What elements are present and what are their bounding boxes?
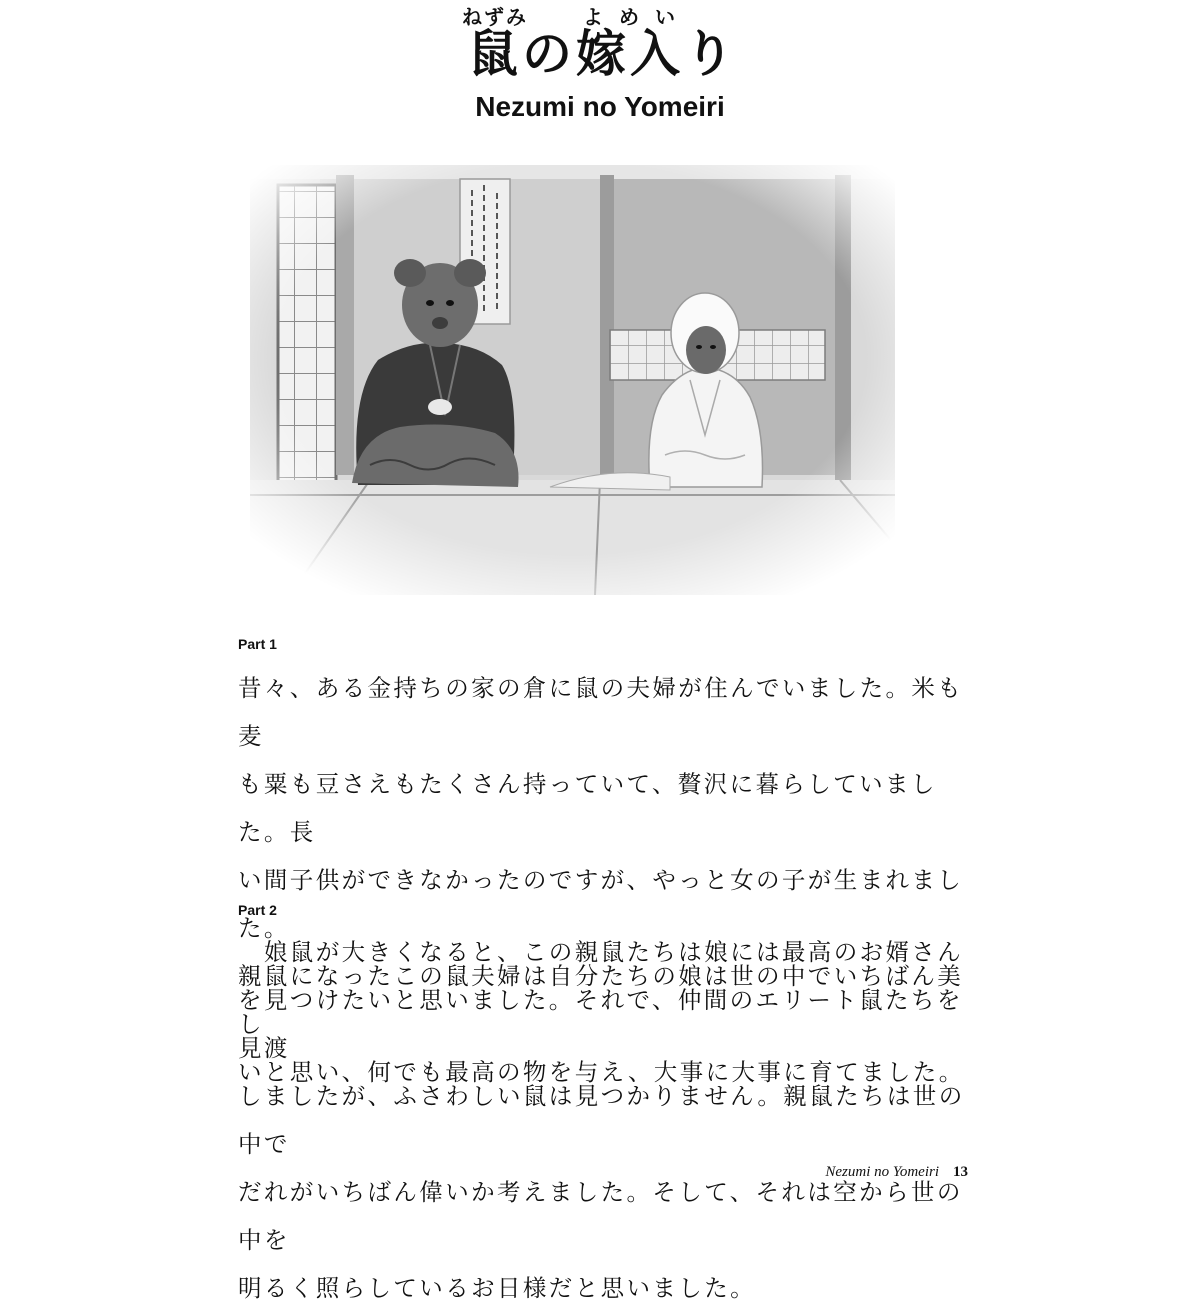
page-number: 13 <box>953 1164 968 1180</box>
title-kana-1: の <box>522 25 576 83</box>
part-2-text: 娘鼠が大きくなると、この親鼠たちは娘には最高のお婿さん を見つけたいと思いました。それで、仲間のエリート鼠たちを見渡 しましたが、ふさわしい鼠は見つかりません。親鼠たちは世の中で だれがいちばん偉いか考えました。そして、それは空から世の中を 明るく照らしているお日様だと思いました。 <box>238 938 965 1302</box>
page-title-romaji: Nezumi no Yomeiri <box>475 90 725 122</box>
part-1-text: 昔々、ある金持ちの家の倉に鼠の夫婦が住んでいました。米も麦 も粟も豆さえもたくさん持っていて、贅沢に暮らしていました。長 い間子供ができなかったのですが、やっと女の子が生まれました。 親鼠になったこの鼠夫婦は自分たちの娘は世の中でいちばん美し いと思い、何でも最高の物を与え、大事に大事に育てました。 <box>238 674 965 1086</box>
title-reading-2: よめい <box>576 5 684 29</box>
title-kanji-1: 鼠 <box>462 25 528 83</box>
page-title-japanese <box>0 6 1200 89</box>
title-kanji-2: 嫁入 <box>576 25 684 83</box>
page-footer <box>825 1164 968 1181</box>
part-2-label: Part 2 <box>238 902 277 918</box>
title-block <box>0 6 1200 123</box>
footer-title: Nezumi no Yomeiri <box>825 1164 939 1180</box>
title-reading-1: ねずみ <box>462 5 528 29</box>
mouse-wedding-illustration <box>250 165 895 595</box>
title-kana-2: り <box>684 25 738 83</box>
part-1-label: Part 1 <box>238 636 277 652</box>
